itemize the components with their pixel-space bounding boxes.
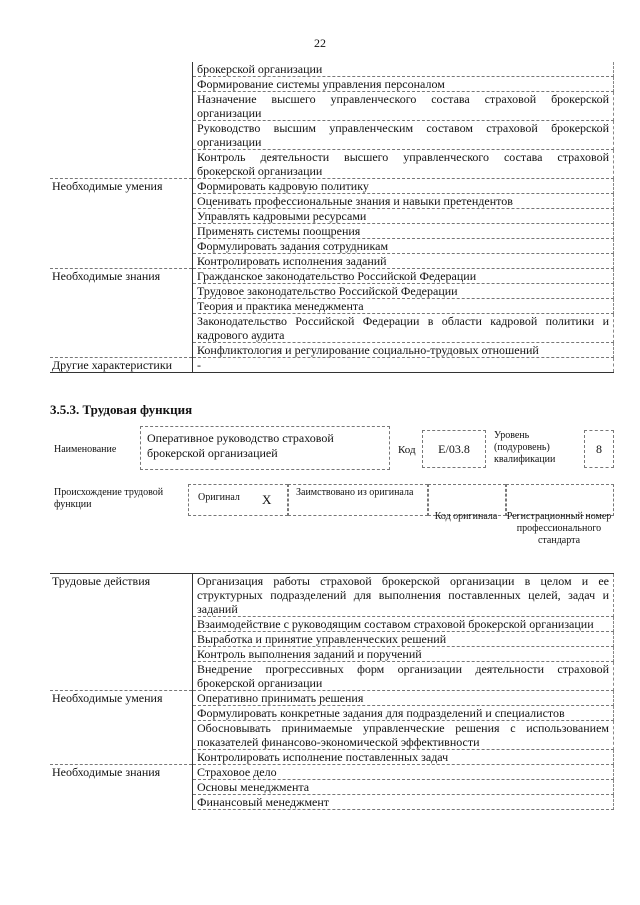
row-value: Страховое дело <box>193 765 614 780</box>
table-row <box>50 765 614 780</box>
table-row <box>50 150 614 179</box>
original-mark: X <box>262 492 272 507</box>
labor-function-table <box>50 573 614 810</box>
row-label: Необходимые знания <box>50 765 193 780</box>
row-value: Основы менеджмента <box>193 780 614 795</box>
table-row <box>50 343 614 358</box>
table-row <box>50 269 614 284</box>
row-label <box>50 647 193 662</box>
row-value: Гражданское законодательство Российской Федерации <box>193 269 614 284</box>
table-row <box>50 647 614 662</box>
row-value: Оперативно принимать решения <box>193 691 614 706</box>
row-value: Формулировать конкретные задания для подразделений и специалистов <box>193 706 614 721</box>
row-value: Применять системы поощрения <box>193 224 614 239</box>
row-value: Руководство высшим управленческим составом страховой брокерской организации <box>193 121 614 150</box>
function-name-field: Оперативное руководство страховой брокерской организацией <box>140 426 390 470</box>
row-label <box>50 632 193 647</box>
table-row <box>50 662 614 691</box>
table-row <box>50 224 614 239</box>
row-value: Трудовое законодательство Российской Федерации <box>193 284 614 299</box>
table-row <box>50 358 614 373</box>
row-label <box>50 121 193 150</box>
table-row <box>50 780 614 795</box>
row-label: Необходимые умения <box>50 179 193 194</box>
level-field: 8 <box>584 430 614 468</box>
table-row <box>50 179 614 194</box>
row-value: Контролировать исполнения заданий <box>193 254 614 269</box>
table-row <box>50 314 614 343</box>
row-label <box>50 194 193 209</box>
table-row <box>50 62 614 77</box>
row-label <box>50 77 193 92</box>
row-label <box>50 239 193 254</box>
table-row <box>50 254 614 269</box>
table-row <box>50 92 614 121</box>
row-value: Конфликтология и регулирование социально-трудовых отношений <box>193 343 614 358</box>
row-label <box>50 284 193 299</box>
row-label <box>50 662 193 691</box>
origin-label: Происхождение трудовой функции <box>54 487 164 510</box>
section-heading: 3.5.3. Трудовая функция <box>50 402 193 417</box>
row-label <box>50 617 193 632</box>
row-value: - <box>193 358 614 373</box>
row-value: Оценивать профессиональные знания и навыки претендентов <box>193 194 614 209</box>
table-row <box>50 299 614 314</box>
row-value: брокерской организации <box>193 62 614 77</box>
row-label: Необходимые умения <box>50 691 193 706</box>
row-label: Необходимые знания <box>50 269 193 284</box>
row-value: Организация работы страховой брокерской организации в целом и ее структурных подразделений для выполнения поставленных целей, задач и заданий <box>193 574 614 617</box>
row-label: Другие характеристики <box>50 358 193 373</box>
row-label <box>50 343 193 358</box>
row-label <box>50 314 193 343</box>
row-label: Трудовые действия <box>50 574 193 617</box>
row-value: Управлять кадровыми ресурсами <box>193 209 614 224</box>
row-label <box>50 254 193 269</box>
name-label: Наименование <box>54 444 117 455</box>
row-label <box>50 721 193 750</box>
original-label: Оригинал <box>198 492 240 503</box>
row-label <box>50 750 193 765</box>
row-label <box>50 706 193 721</box>
row-label <box>50 62 193 77</box>
row-label <box>50 780 193 795</box>
level-label: Уровень (подуровень) квалификации <box>494 430 556 465</box>
original-code-label: Код оригинала <box>434 511 498 522</box>
table-row <box>50 691 614 706</box>
table-row <box>50 77 614 92</box>
registration-number-label: Регистрационный номер профессионального стандарта <box>506 511 612 546</box>
row-value: Контроль выполнения заданий и поручений <box>193 647 614 662</box>
row-value: Контроль деятельности высшего управленческого состава страховой брокерской организации <box>193 150 614 179</box>
row-label <box>50 224 193 239</box>
table-row <box>50 121 614 150</box>
row-value: Взаимодействие с руководящим составом страховой брокерской организации <box>193 617 614 632</box>
function-code-field: E/03.8 <box>422 430 486 468</box>
table-row <box>50 750 614 765</box>
table-row <box>50 574 614 617</box>
row-value: Внедрение прогрессивных форм организации деятельности страховой брокерской организации <box>193 662 614 691</box>
borrowed-label: Заимствовано из оригинала <box>296 487 414 498</box>
competency-table-continued <box>50 62 614 373</box>
code-label: Код <box>398 444 416 456</box>
row-value: Формулировать задания сотрудникам <box>193 239 614 254</box>
table-row <box>50 706 614 721</box>
table-row <box>50 795 614 810</box>
row-value: Формировать кадровую политику <box>193 179 614 194</box>
table-row <box>50 617 614 632</box>
row-label <box>50 795 193 810</box>
row-value: Теория и практика менеджмента <box>193 299 614 314</box>
row-value: Финансовый менеджмент <box>193 795 614 810</box>
table-row <box>50 239 614 254</box>
table-row <box>50 721 614 750</box>
row-label <box>50 299 193 314</box>
table-row <box>50 209 614 224</box>
row-value: Выработка и принятие управленческих решений <box>193 632 614 647</box>
table-row <box>50 284 614 299</box>
table-row <box>50 194 614 209</box>
row-label <box>50 150 193 179</box>
page-number: 22 <box>314 36 326 50</box>
table-row <box>50 632 614 647</box>
row-value: Обосновывать принимаемые управленческие решения с использованием показателей финансово-экономической эффективности <box>193 721 614 750</box>
row-value: Контролировать исполнение поставленных задач <box>193 750 614 765</box>
row-value: Законодательство Российской Федерации в области кадровой политики и кадрового аудита <box>193 314 614 343</box>
row-label <box>50 209 193 224</box>
row-label <box>50 92 193 121</box>
row-value: Формирование системы управления персоналом <box>193 77 614 92</box>
row-value: Назначение высшего управленческого состава страховой брокерской организации <box>193 92 614 121</box>
